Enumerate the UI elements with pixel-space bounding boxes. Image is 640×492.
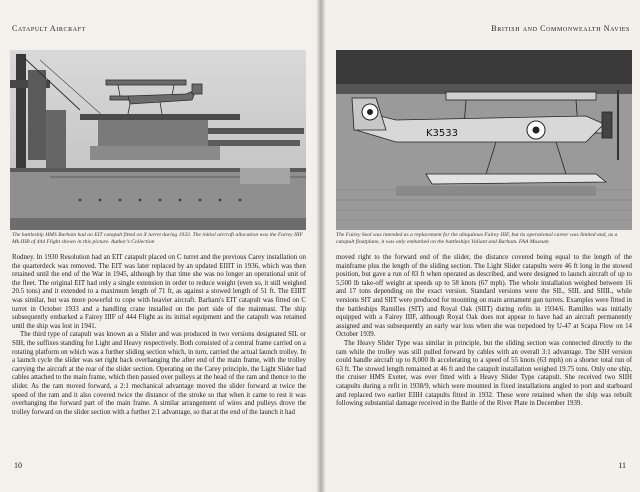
fairey-seal-photo (336, 50, 632, 230)
left-page-number: 10 (14, 461, 22, 470)
right-photo-caption: The Fairey Seal was intended as a replacement for the ubiquitous Fairey IIIF, but its operational career was limited and, as a catapult floatplane, it was only embarked on the battleships Valiant and Barham. FAA Museum (336, 232, 618, 246)
right-page (320, 0, 640, 492)
right-page-number: 11 (618, 461, 626, 470)
battleship-barham-photo (10, 50, 306, 230)
left-paragraph-2: The third type of catapult was known as a Slider and was produced in two versions designated SIL or SIH, the suffixes standing for Light and Heavy respectively. Both consisted of a central frame carried on a rotating platform on which was a further sliding section which, in turn, carried the actual launch trolley. In a launch cycle the slider was set right back overhanging the after end of the main frame, with the trolley carrying the aircraft at the rear of the slider section. Operating on the Carey principle, the Light Slider had cables attached to the main frame, which then passed over pulleys at the head of the ram and thence to the slider. As the ram moved forward, a 2:1 mechanical advantage moved the slider forward at twice the speed of the ram and it also covered twice the distance of the stroke so that when it came to rest it was overhanging the forward part of the main frame. A similar arrangement of wires and pulleys drove the trolley forward on the slider section with a further 2:1 advantage, so that at the end of the launch it had (12, 331, 306, 416)
right-body-text (336, 254, 632, 409)
aircraft-serial-marking: K3533 (426, 128, 459, 139)
left-running-head: Catapult Aircraft (12, 24, 86, 33)
right-running-head: British and Commonwealth Navies (491, 24, 630, 33)
right-paragraph-1: moved right to the forward end of the slider, the distance covered being equal to the length of the mainframe plus the length of the sliding section. The Light Slider catapults were 46 ft long in the stowed position, but gave a run of 83 ft when operated as described, and were designed to launch aircraft of up to 5,500 lb take-off weight at speeds up to 58 knots (67 mph). The whole installation weighed between 16 and 17 tons depending on the exact version. Standard versions were the SIL, SIIL and SIIIL, while versions SIT and SIIT were produced for mounting on main armament gun turrets. Examples were fitted in the battleships Ramilles (SIT) and Royal Oak (SIIT) during refits in 1934/6. Ramilles was initially equipped with a Fairey IIIF, although Royal Oak does not appear to have had an aircraft permanently assigned and was subsequently an early war loss when she was torpedoed by U-47 at Scapa Flow on 14 October 1939. (336, 254, 632, 339)
left-paragraph-1: Rodney. In 1930 Resolution had an EIT catapult placed on C turret and the previous Carey installation on the quarterdeck was removed. The EIT was later replaced by an updated EIIIT in 1936, which was then retained until the end of the War in 1945, although by that time she was no longer an operational unit of the fleet. The original EIT had only a single extension in order to reduce weight (even so, it still weighed 20.5 tons) and it extended to a maximum length of 71 ft, as against a stowed length of 51 ft. The EIIIT was similar, but was more powerful to cope with heavier aircraft. Barham's EIT catapult was fitted on C turret in October 1933 and a handling crane installed on the port side of the mainmast. The ship subsequently embarked a Fairey IIIF of 444 Flight as its initial equipment and the catapult was retained until the ship was lost in 1941. (12, 254, 306, 330)
left-body-text (12, 254, 306, 417)
right-paragraph-2: The Heavy Slider Type was similar in principle, but the sliding section was connected directly to the ram while the trolley was still pulled forward by cables with an overall 3:1 advantage. The SIH version could handle aircraft up to 8,000 lb accelerating to a speed of 55 knots (63 mph) on a shorter total run of 63 ft. The stowed length remained at 46 ft and the catapult installation weighed 19.75 tons. Only one ship, the cruiser HMS Exeter, was ever fitted with a Heavy Slider Type catapult. She received two SIIH catapults during a refit in 1938/9, which were mounted in fixed installations angled to port and starboard and replaced two earlier EIIH catapults fitted in 1932. These were retained when the ship was rebuilt following substantial damage received in the Battle of the River Plate in December 1939. (336, 339, 632, 408)
left-photo-caption: The battleship HMS Barham had an EIT catapult fitted on X turret during 1933. The initial aircraft allocation was the Fairey IIIF Mk.IIIB of 444 Flight shown in this picture. Author's Collection (12, 232, 303, 246)
